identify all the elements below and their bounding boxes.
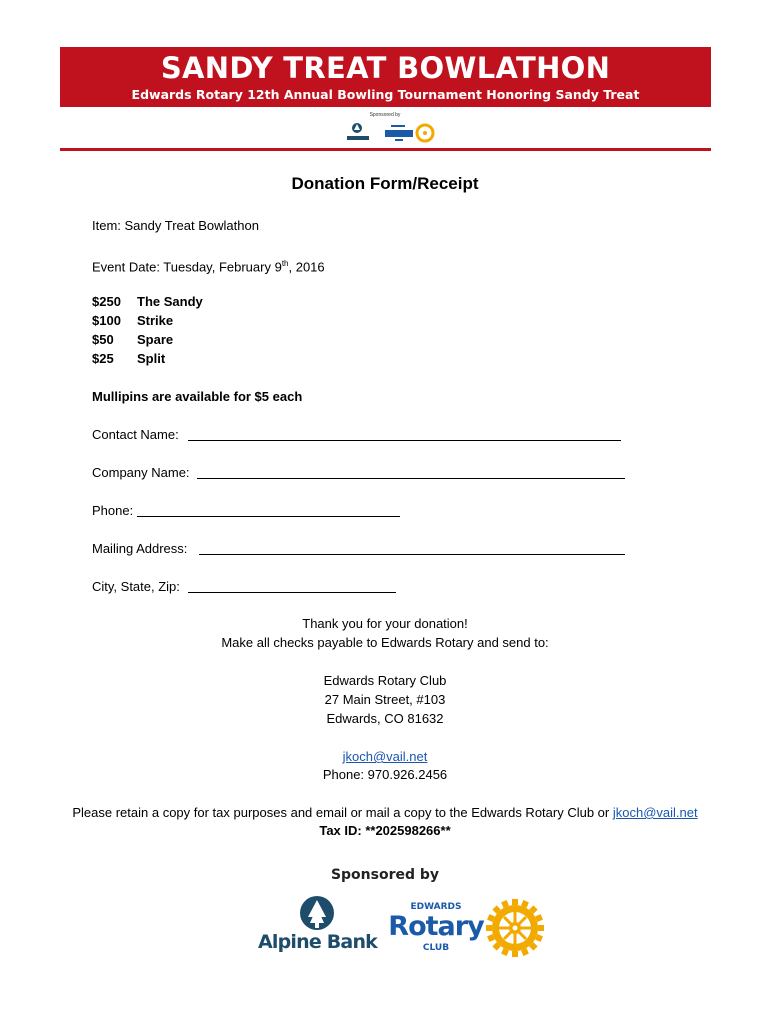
address-line-2: 27 Main Street, #103 [324, 692, 446, 707]
email-link[interactable]: jkoch@vail.net [342, 749, 428, 764]
banner-sponsored-label: Sponsored by [369, 112, 401, 118]
contact-name-field[interactable] [188, 440, 621, 441]
rotary-club-label: CLUB [422, 943, 450, 953]
mini-rotary-logo [385, 125, 433, 141]
rotary-edwards-label: EDWARDS [410, 902, 462, 912]
level-amount-2: $50 [92, 332, 114, 347]
level-name-0: The Sandy [137, 294, 203, 309]
rotary-name: Rotary [388, 911, 484, 942]
header-banner [60, 47, 711, 107]
level-amount-1: $100 [92, 313, 121, 328]
event-date-year: , 2016 [288, 259, 325, 275]
event-date-text: Event Date: Tuesday, February 9 [92, 259, 282, 275]
event-date-line [92, 256, 325, 275]
level-amount-0: $250 [92, 294, 121, 309]
address-line-3: Edwards, CO 81632 [326, 711, 444, 726]
edwards-rotary-logo [388, 898, 548, 960]
phone-field[interactable] [137, 516, 400, 517]
banner-sponsor-logos [345, 120, 435, 146]
level-name-1: Strike [137, 313, 174, 328]
alpine-bank-name: Alpine Bank [257, 931, 378, 953]
phone-line: Phone: 970.926.2456 [322, 767, 448, 782]
contact-name-label: Contact Name: [92, 427, 179, 442]
tax-id: Tax ID: **202598266** [319, 823, 451, 838]
item-line: Item: Sandy Treat Bowlathon [92, 218, 259, 233]
phone-label: Phone: [92, 503, 134, 518]
retain-copy-text: Please retain a copy for tax purposes and email or mail a copy to the Edwards Rotary Club or [72, 805, 610, 820]
mullipins-note: Mullipins are available for $5 each [92, 389, 303, 404]
event-date-superscript: th [281, 259, 289, 268]
mailing-address-label: Mailing Address: [92, 541, 188, 556]
sponsored-by-heading: Sponsored by [330, 867, 440, 883]
level-name-2: Spare [137, 332, 174, 347]
city-state-zip-field[interactable] [188, 592, 396, 593]
level-name-3: Split [137, 351, 166, 366]
level-amount-3: $25 [92, 351, 114, 366]
address-line-1: Edwards Rotary Club [323, 673, 447, 688]
company-name-field[interactable] [197, 478, 625, 479]
city-state-zip-label: City, State, Zip: [92, 579, 180, 594]
banner-subtitle: Edwards Rotary 12th Annual Bowling Tournament Honoring Sandy Treat [131, 87, 640, 102]
checks-payable-text: Make all checks payable to Edwards Rotary and send to: [221, 635, 549, 650]
thank-you-text: Thank you for your donation! [302, 616, 468, 631]
mailing-address-field[interactable] [199, 554, 625, 555]
mini-alpine-logo [347, 123, 369, 140]
email-line [0, 749, 770, 765]
form-title: Donation Form/Receipt [291, 174, 479, 193]
retain-copy-line [0, 805, 770, 821]
alpine-bank-logo [255, 895, 380, 960]
alpine-tree-icon [297, 895, 337, 933]
banner-title: SANDY TREAT BOWLATHON [160, 51, 611, 85]
banner-underline [60, 148, 711, 151]
retain-email-link[interactable]: jkoch@vail.net [612, 805, 698, 820]
rotary-wheel-icon [485, 898, 545, 958]
company-name-label: Company Name: [92, 465, 190, 480]
